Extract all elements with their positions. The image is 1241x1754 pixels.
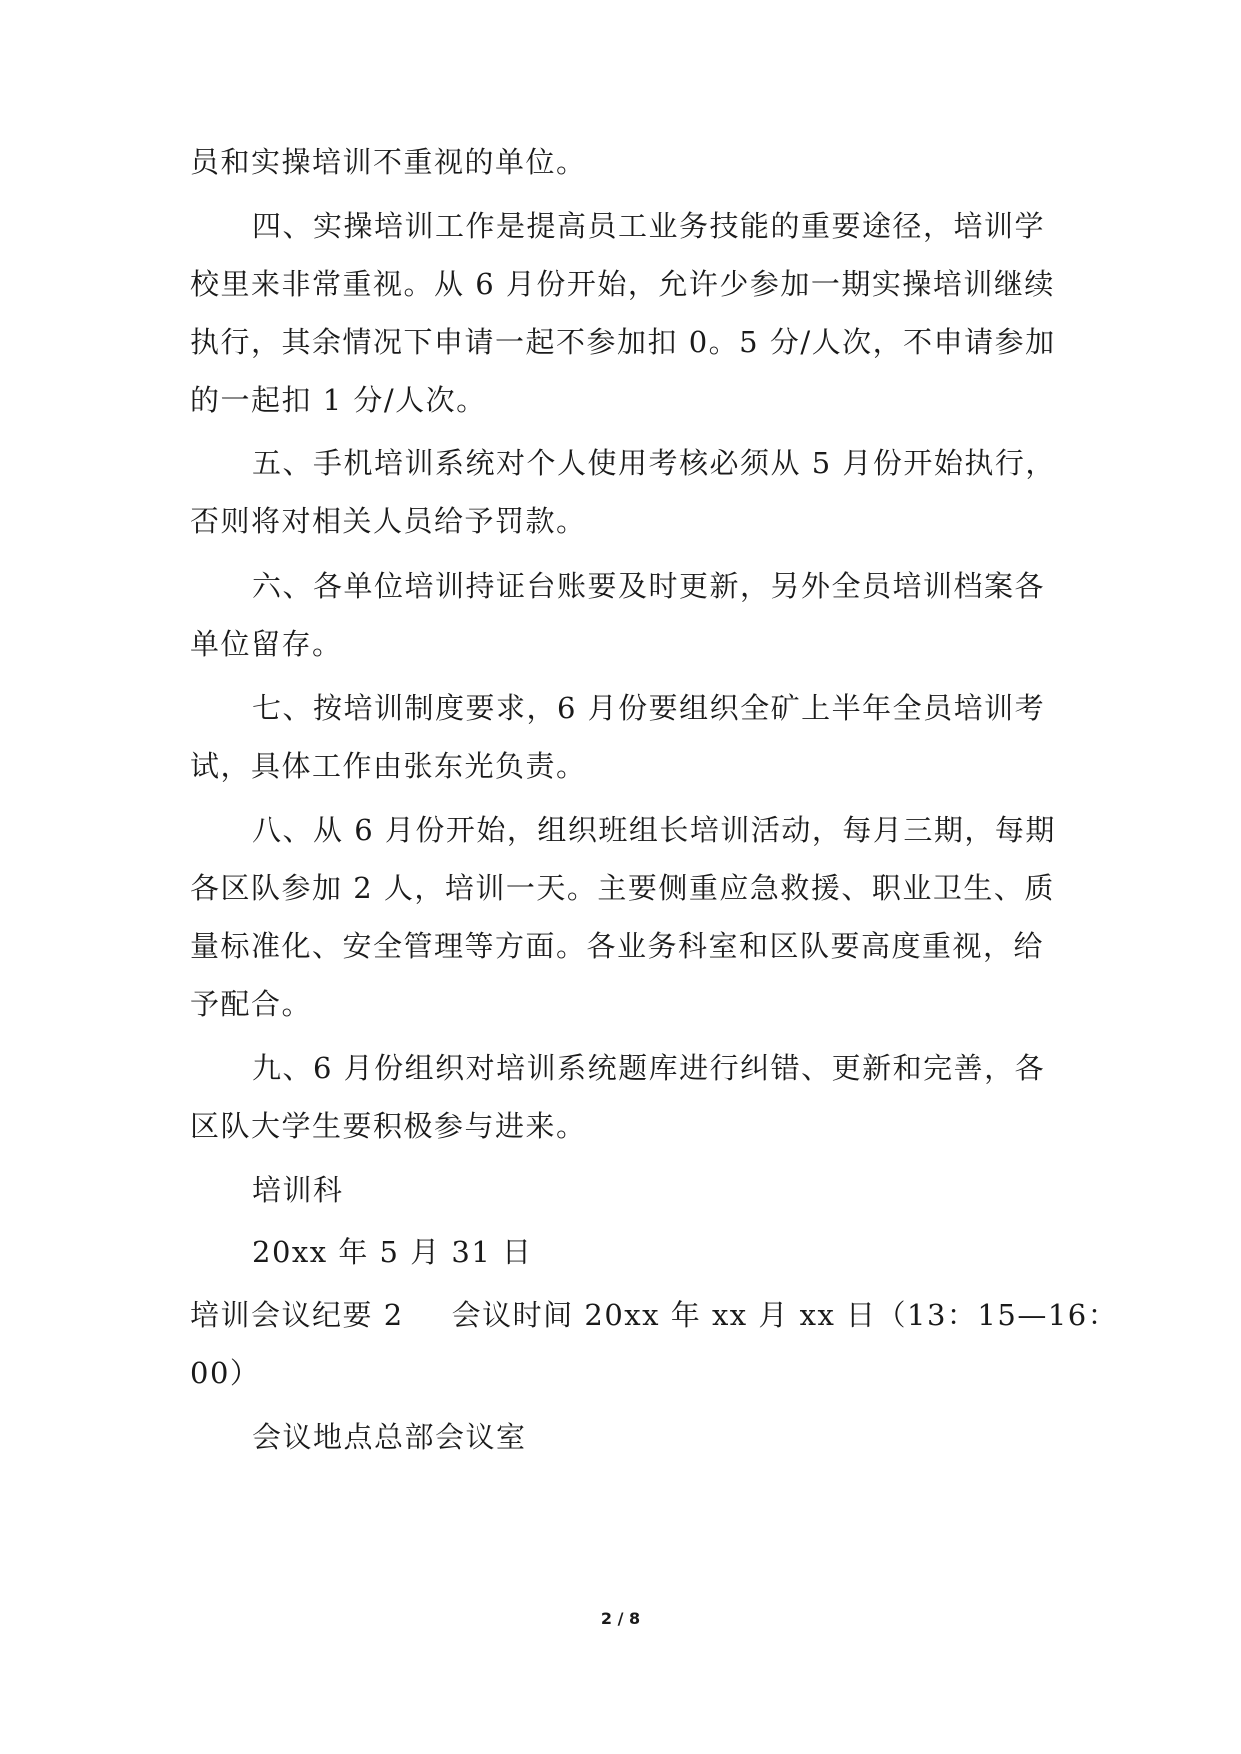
paragraph-line: 量标准化、安全管理等方面。各业务科室和区队要高度重视，给 bbox=[190, 929, 1045, 963]
page-number: 2 / 8 bbox=[600, 1609, 641, 1628]
paragraph-line: 予配合。 bbox=[190, 987, 313, 1021]
paragraph-line: 校里来非常重视。从 6 月份开始，允许少参加一期实操培训继续 bbox=[190, 267, 1055, 301]
paragraph-line: 员和实操培训不重视的单位。 bbox=[190, 145, 587, 179]
paragraph-line: 的一起扣 1 分/人次。 bbox=[190, 383, 487, 417]
meeting-place: 会议地点总部会议室 bbox=[252, 1420, 527, 1454]
paragraph-line: 九、6 月份组织对培训系统题库进行纠错、更新和完善，各 bbox=[252, 1051, 1046, 1085]
minutes-title: 培训会议纪要 2 bbox=[190, 1298, 404, 1332]
paragraph-line: 六、各单位培训持证台账要及时更新，另外全员培训档案各 bbox=[252, 569, 1046, 603]
paragraph-line: 四、实操培训工作是提高员工业务技能的重要途径，培训学 bbox=[252, 209, 1046, 243]
paragraph-line: 单位留存。 bbox=[190, 627, 343, 661]
meeting-time-continued: 00） bbox=[190, 1356, 261, 1390]
document-date: 20xx 年 5 月 31 日 bbox=[252, 1235, 533, 1269]
paragraph-line: 七、按培训制度要求，6 月份要组织全矿上半年全员培训考 bbox=[252, 691, 1046, 725]
paragraph-line: 执行，其余情况下申请一起不参加扣 0。5 分/人次，不申请参加 bbox=[190, 325, 1056, 359]
meeting-time: 会议时间 20xx 年 xx 月 xx 日（13：15—16： bbox=[451, 1298, 1119, 1332]
paragraph-line: 区队大学生要积极参与进来。 bbox=[190, 1109, 587, 1143]
paragraph-line: 试，具体工作由张东光负责。 bbox=[190, 749, 587, 783]
paragraph-line: 否则将对相关人员给予罚款。 bbox=[190, 504, 587, 538]
paragraph-line: 各区队参加 2 人，培训一天。主要侧重应急救援、职业卫生、质 bbox=[190, 871, 1055, 905]
paragraph-line: 五、手机培训系统对个人使用考核必须从 5 月份开始执行， bbox=[252, 446, 1056, 480]
department-signature: 培训科 bbox=[252, 1173, 344, 1207]
paragraph-line: 八、从 6 月份开始，组织班组长培训活动，每月三期，每期 bbox=[252, 813, 1056, 847]
minutes-heading-line bbox=[190, 1295, 1119, 1335]
